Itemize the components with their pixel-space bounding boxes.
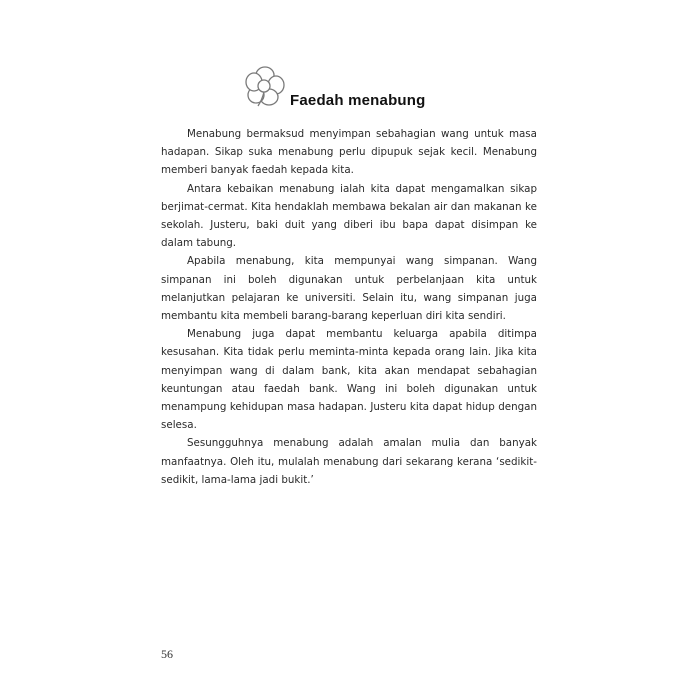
- flower-icon: [242, 64, 288, 110]
- section-header: [242, 64, 542, 124]
- article-body: [161, 125, 537, 489]
- paragraph: Antara kebaikan menabung ialah kita dapat mengamalkan sikap berjimat-cermat. Kita hendaklah membawa bekalan air dan makanan ke sekolah. Justeru, baki duit yang diberi ibu bapa dapat disimpan ke dalam tabung.: [161, 182, 537, 250]
- page-title: Faedah menabung: [290, 92, 426, 109]
- paragraph: Menabung bermaksud menyimpan sebahagian wang untuk masa hadapan. Sikap suka menabung perlu dipupuk sejak kecil. Menabung memberi banyak faedah kepada kita.: [161, 128, 537, 177]
- paragraph: Sesungguhnya menabung adalah amalan mulia dan banyak manfaatnya. Oleh itu, mulalah menabung dari sekarang kerana ‘sedikit-sedikit, lama-lama jadi bukit.’: [161, 437, 537, 486]
- paragraph: Menabung juga dapat membantu keluarga apabila ditimpa kesusahan. Kita tidak perlu meminta-minta kepada orang lain. Jika kita menyimpan wang di dalam bank, kita akan mendapat sebahagian keuntungan atau faedah bank. Wang ini boleh digunakan untuk menampung kehidupan masa hadapan. Justeru kita dapat hidup dengan selesa.: [161, 328, 537, 432]
- paragraph: Apabila menabung, kita mempunyai wang simpanan. Wang simpanan ini boleh digunakan untuk perbelanjaan kita untuk melanjutkan pelajaran ke universiti. Selain itu, wang simpanan juga membantu kita membeli barang-barang keperluan diri kita sendiri.: [161, 255, 537, 323]
- page-number: 56: [161, 647, 173, 661]
